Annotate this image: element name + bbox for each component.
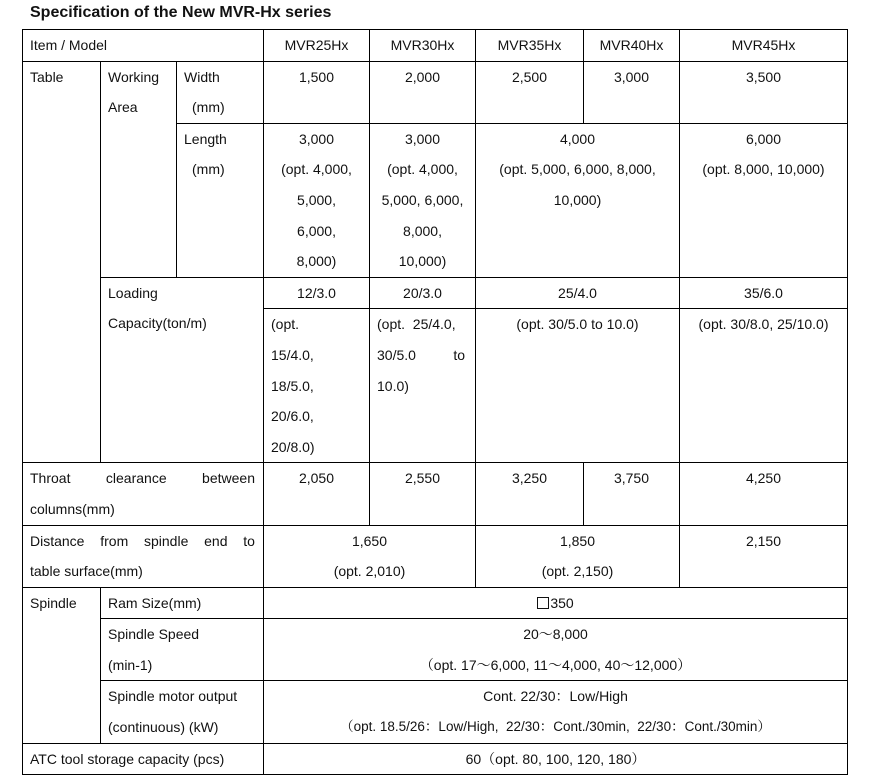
loading-opt-line: 20/6.0, xyxy=(271,408,314,425)
throat-row xyxy=(23,463,848,525)
width-label-line-1: Width xyxy=(184,68,220,85)
ram-size-value xyxy=(264,587,848,619)
length-value-line: 10,000) xyxy=(553,191,602,208)
ram-size-number: 350 xyxy=(550,594,574,611)
spindle-speed-opt: （opt. 17～6,000, 11～4,000, 40～12,000） xyxy=(419,656,692,673)
length-label-line-1: Length xyxy=(184,130,227,147)
spindle-motor-opt: （opt. 18.5/26：Low/High, 22/30：Cont./30min, 22/30：Cont./30min） xyxy=(340,719,771,735)
length-value-line: 5,000, xyxy=(297,191,336,208)
width-label-unit: (mm) xyxy=(192,99,225,116)
distance-word: spindle xyxy=(144,532,189,549)
working-area-label xyxy=(101,61,177,277)
distance-value-line: (opt. 2,150) xyxy=(541,563,614,580)
distance-mvr35-40hx xyxy=(476,525,680,587)
loading-label-line-1: Loading xyxy=(108,284,158,301)
throat-label xyxy=(23,463,264,525)
spec-table xyxy=(22,29,848,775)
loading-opt-line: 15/4.0, xyxy=(271,346,314,363)
distance-word: from xyxy=(100,532,129,549)
width-mvr45hx: 3,500 xyxy=(680,61,848,123)
model-header-mvr25hx: MVR25Hx xyxy=(264,30,370,62)
width-mvr25hx: 1,500 xyxy=(264,61,370,123)
loading-opt-mvr25hx xyxy=(264,309,370,463)
width-mvr30hx: 2,000 xyxy=(370,61,476,123)
width-mvr35hx: 2,500 xyxy=(476,61,584,123)
length-mvr30hx xyxy=(370,123,476,277)
length-value-line: 3,000 xyxy=(404,130,441,147)
working-area-line-1: Working xyxy=(108,68,160,85)
throat-mvr35hx: 3,250 xyxy=(476,463,584,525)
length-label xyxy=(177,123,264,277)
loading-opt-fragment: 30/5.0 xyxy=(377,346,416,363)
loading-opt-line: (opt. 25/4.0, xyxy=(377,316,456,333)
length-value-line: (opt. 5,000, 6,000, 8,000, xyxy=(499,161,656,178)
spindle-speed-label xyxy=(101,619,264,681)
length-value-line: 8,000, xyxy=(403,222,442,239)
spindle-group-label: Spindle xyxy=(23,587,101,743)
spindle-motor-label-line-1: Spindle motor output xyxy=(108,688,238,705)
distance-word: to xyxy=(243,532,255,549)
length-value-line: 5,000, 6,000, xyxy=(381,191,464,208)
ram-size-row xyxy=(23,587,848,619)
loading-label-line-2: Capacity(ton/m) xyxy=(108,315,207,332)
spindle-motor-label-line-2: (continuous) (kW) xyxy=(108,719,219,736)
loading-opt-line: 20/8.0) xyxy=(271,438,315,455)
model-header-mvr35hx: MVR35Hx xyxy=(476,30,584,62)
loading-mvr25hx: 12/3.0 xyxy=(264,277,370,309)
spindle-motor-row xyxy=(23,681,848,743)
loading-mvr45hx: 35/6.0 xyxy=(680,277,848,309)
loading-opt-line: (opt. xyxy=(271,316,300,333)
atc-row xyxy=(23,743,848,775)
atc-value: 60（opt. 80, 100, 120, 180） xyxy=(264,743,848,775)
header-row xyxy=(23,30,848,62)
model-header-mvr30hx: MVR30Hx xyxy=(370,30,476,62)
width-label xyxy=(177,61,264,123)
loading-opt-line: 10.0) xyxy=(377,377,409,394)
width-row xyxy=(23,61,848,123)
spindle-speed-std: 20～8,000 xyxy=(523,626,588,643)
length-value-line: 4,000 xyxy=(559,130,596,147)
model-header-mvr40hx: MVR40Hx xyxy=(584,30,680,62)
loading-opt-mvr35-40hx: (opt. 30/5.0 to 10.0) xyxy=(476,309,680,463)
item-model-header: Item / Model xyxy=(23,30,264,62)
loading-opt-line xyxy=(377,340,475,371)
loading-mvr35-40hx: 25/4.0 xyxy=(476,277,680,309)
width-mvr40hx: 3,000 xyxy=(584,61,680,123)
length-label-unit: (mm) xyxy=(192,161,225,178)
loading-capacity-label xyxy=(101,277,264,463)
distance-value-line: (opt. 2,010) xyxy=(333,563,406,580)
distance-word: end xyxy=(204,532,228,549)
length-value-line: 6,000 xyxy=(745,130,782,147)
throat-mvr30hx: 2,550 xyxy=(370,463,476,525)
ram-size-label: Ram Size(mm) xyxy=(101,587,264,619)
page-title: Specification of the New MVR-Hx series xyxy=(30,4,332,21)
distance-value-line: 1,850 xyxy=(559,532,596,549)
loading-opt-fragment: to xyxy=(453,346,465,363)
distance-label-line-1 xyxy=(30,526,263,557)
spindle-motor-value xyxy=(264,681,848,743)
length-value-line: 3,000 xyxy=(298,130,335,147)
distance-value-line: 1,650 xyxy=(351,532,388,549)
table-group-label: Table xyxy=(23,61,101,463)
loading-mvr30hx: 20/3.0 xyxy=(370,277,476,309)
length-mvr35-40hx xyxy=(476,123,680,277)
distance-mvr25-30hx xyxy=(264,525,476,587)
length-value-line: 10,000) xyxy=(398,253,447,270)
length-value-line: (opt. 8,000, 10,000) xyxy=(702,161,825,178)
distance-label xyxy=(23,525,264,587)
loading-opt-mvr45hx: (opt. 30/8.0, 25/10.0) xyxy=(680,309,848,463)
distance-label-line-2: table surface(mm) xyxy=(30,563,143,580)
throat-mvr40hx: 3,750 xyxy=(584,463,680,525)
distance-mvr45hx: 2,150 xyxy=(680,525,848,587)
throat-word: Throat xyxy=(30,470,71,487)
working-area-line-2: Area xyxy=(108,99,138,116)
spindle-speed-value xyxy=(264,619,848,681)
spindle-motor-label xyxy=(101,681,264,743)
length-value-line: 8,000) xyxy=(296,253,337,270)
throat-label-line-2: columns(mm) xyxy=(30,500,115,517)
throat-mvr25hx: 2,050 xyxy=(264,463,370,525)
throat-mvr45hx: 4,250 xyxy=(680,463,848,525)
throat-label-line-1 xyxy=(30,463,263,494)
length-mvr45hx xyxy=(680,123,848,277)
spindle-speed-label-line-2: (min-1) xyxy=(108,656,153,673)
spindle-speed-row xyxy=(23,619,848,681)
loading-std-row xyxy=(23,277,848,309)
length-value-line: (opt. 4,000, xyxy=(387,161,458,178)
spindle-speed-label-line-1: Spindle Speed xyxy=(108,626,200,643)
square-symbol-icon xyxy=(537,597,549,609)
length-value-line: (opt. 4,000, xyxy=(281,161,352,178)
length-mvr25hx xyxy=(264,123,370,277)
atc-label: ATC tool storage capacity (pcs) xyxy=(23,743,264,775)
loading-opt-line: 18/5.0, xyxy=(271,377,314,394)
spindle-motor-std: Cont. 22/30：Low/High xyxy=(483,688,628,705)
length-value-line: 6,000, xyxy=(297,222,336,239)
distance-row xyxy=(23,525,848,587)
distance-word: Distance xyxy=(30,532,85,549)
throat-word: clearance xyxy=(105,470,167,487)
throat-word: between xyxy=(202,470,255,487)
loading-opt-mvr30hx xyxy=(370,309,476,463)
model-header-mvr45hx: MVR45Hx xyxy=(680,30,848,62)
